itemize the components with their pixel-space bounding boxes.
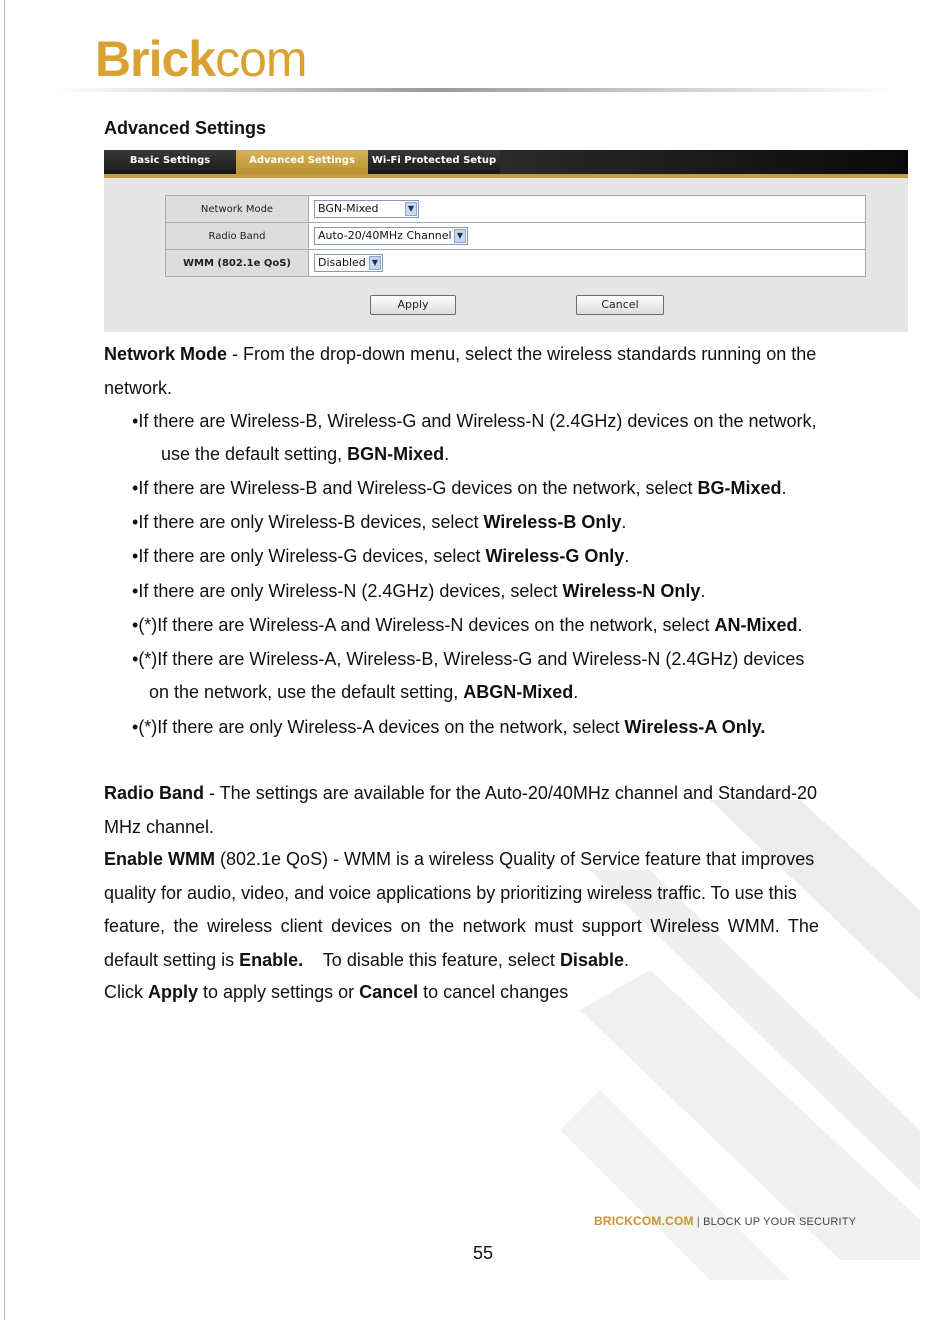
wmm-label: WMM (802.1e QoS)	[166, 250, 309, 277]
network-mode-label: Network Mode	[166, 196, 309, 223]
list-item: •If there are only Wireless-B devices, select Wireless-B Only.	[132, 512, 627, 532]
tab-bar	[104, 150, 908, 178]
settings-table	[165, 195, 866, 277]
header-rule	[55, 88, 895, 92]
radio-band-paragraph: Radio Band - The settings are available for the Auto-20/40MHz channel and Standard-20 MHz channel.	[104, 783, 818, 837]
cancel-button[interactable]: Cancel	[576, 295, 664, 315]
settings-panel	[104, 150, 908, 332]
list-item: •(*)If there are only Wireless-A devices on the network, select Wireless-A Only.	[132, 717, 766, 737]
page-number: 55	[472, 1243, 494, 1263]
radio-band-label: Radio Band	[166, 223, 309, 250]
tab-basic-settings[interactable]: Basic Settings	[129, 155, 211, 166]
list-item: •If there are only Wireless-N (2.4GHz) devices, select Wireless-N Only.	[132, 581, 706, 601]
network-mode-select[interactable]: BGN-Mixed ▼	[314, 200, 419, 218]
list-item: •If there are only Wireless-G devices, select Wireless-G Only.	[132, 546, 630, 566]
footer-brand: BRICKCOM.COM | BLOCK UP YOUR SECURITY	[594, 1214, 857, 1228]
wmm-select[interactable]: Disabled ▼	[314, 254, 383, 272]
apply-button[interactable]: Apply	[370, 295, 456, 315]
click-instructions: Click Apply to apply settings or Cancel to cancel changes	[104, 982, 569, 1002]
wmm-paragraph: Enable WMM (802.1e QoS) - WMM is a wireless Quality of Service feature that improves quality for audio, video, and voice applications by prioritizing wireless traffic. To use this feature, the wireless client devices on the network must support Wireless WMM. The default setting is Enable. To disable this feature, select Disable.	[104, 849, 819, 970]
list-item: •If there are Wireless-B and Wireless-G devices on the network, select BG-Mixed.	[132, 478, 787, 498]
brickcom-logo: Brickcom	[95, 31, 307, 87]
list-item: •If there are Wireless-B, Wireless-G and Wireless-N (2.4GHz) devices on the network,	[132, 411, 817, 431]
chevron-down-icon: ▼	[405, 202, 417, 216]
page-border	[4, 0, 5, 1320]
tab-wifi-protected-setup[interactable]: Wi-Fi Protected Setup	[371, 155, 497, 166]
table-row	[166, 250, 866, 277]
radio-band-select[interactable]: Auto-20/40MHz Channel ▼	[314, 227, 468, 245]
table-row	[166, 223, 866, 250]
tab-advanced-settings[interactable]: Advanced Settings	[236, 150, 368, 174]
chevron-down-icon: ▼	[369, 256, 381, 270]
list-item: on the network, use the default setting, ABGN-Mixed.	[149, 682, 579, 702]
list-item: use the default setting, BGN-Mixed.	[161, 444, 450, 464]
table-row	[166, 196, 866, 223]
network-mode-paragraph: Network Mode - From the drop-down menu, select the wireless standards running on the network.	[104, 344, 817, 398]
list-item: •(*)If there are Wireless-A, Wireless-B, Wireless-G and Wireless-N (2.4GHz) devices	[132, 649, 805, 669]
list-item: •(*)If there are Wireless-A and Wireless-N devices on the network, select AN-Mixed.	[132, 615, 803, 635]
section-title: Advanced Settings	[104, 118, 267, 138]
chevron-down-icon: ▼	[454, 229, 466, 243]
